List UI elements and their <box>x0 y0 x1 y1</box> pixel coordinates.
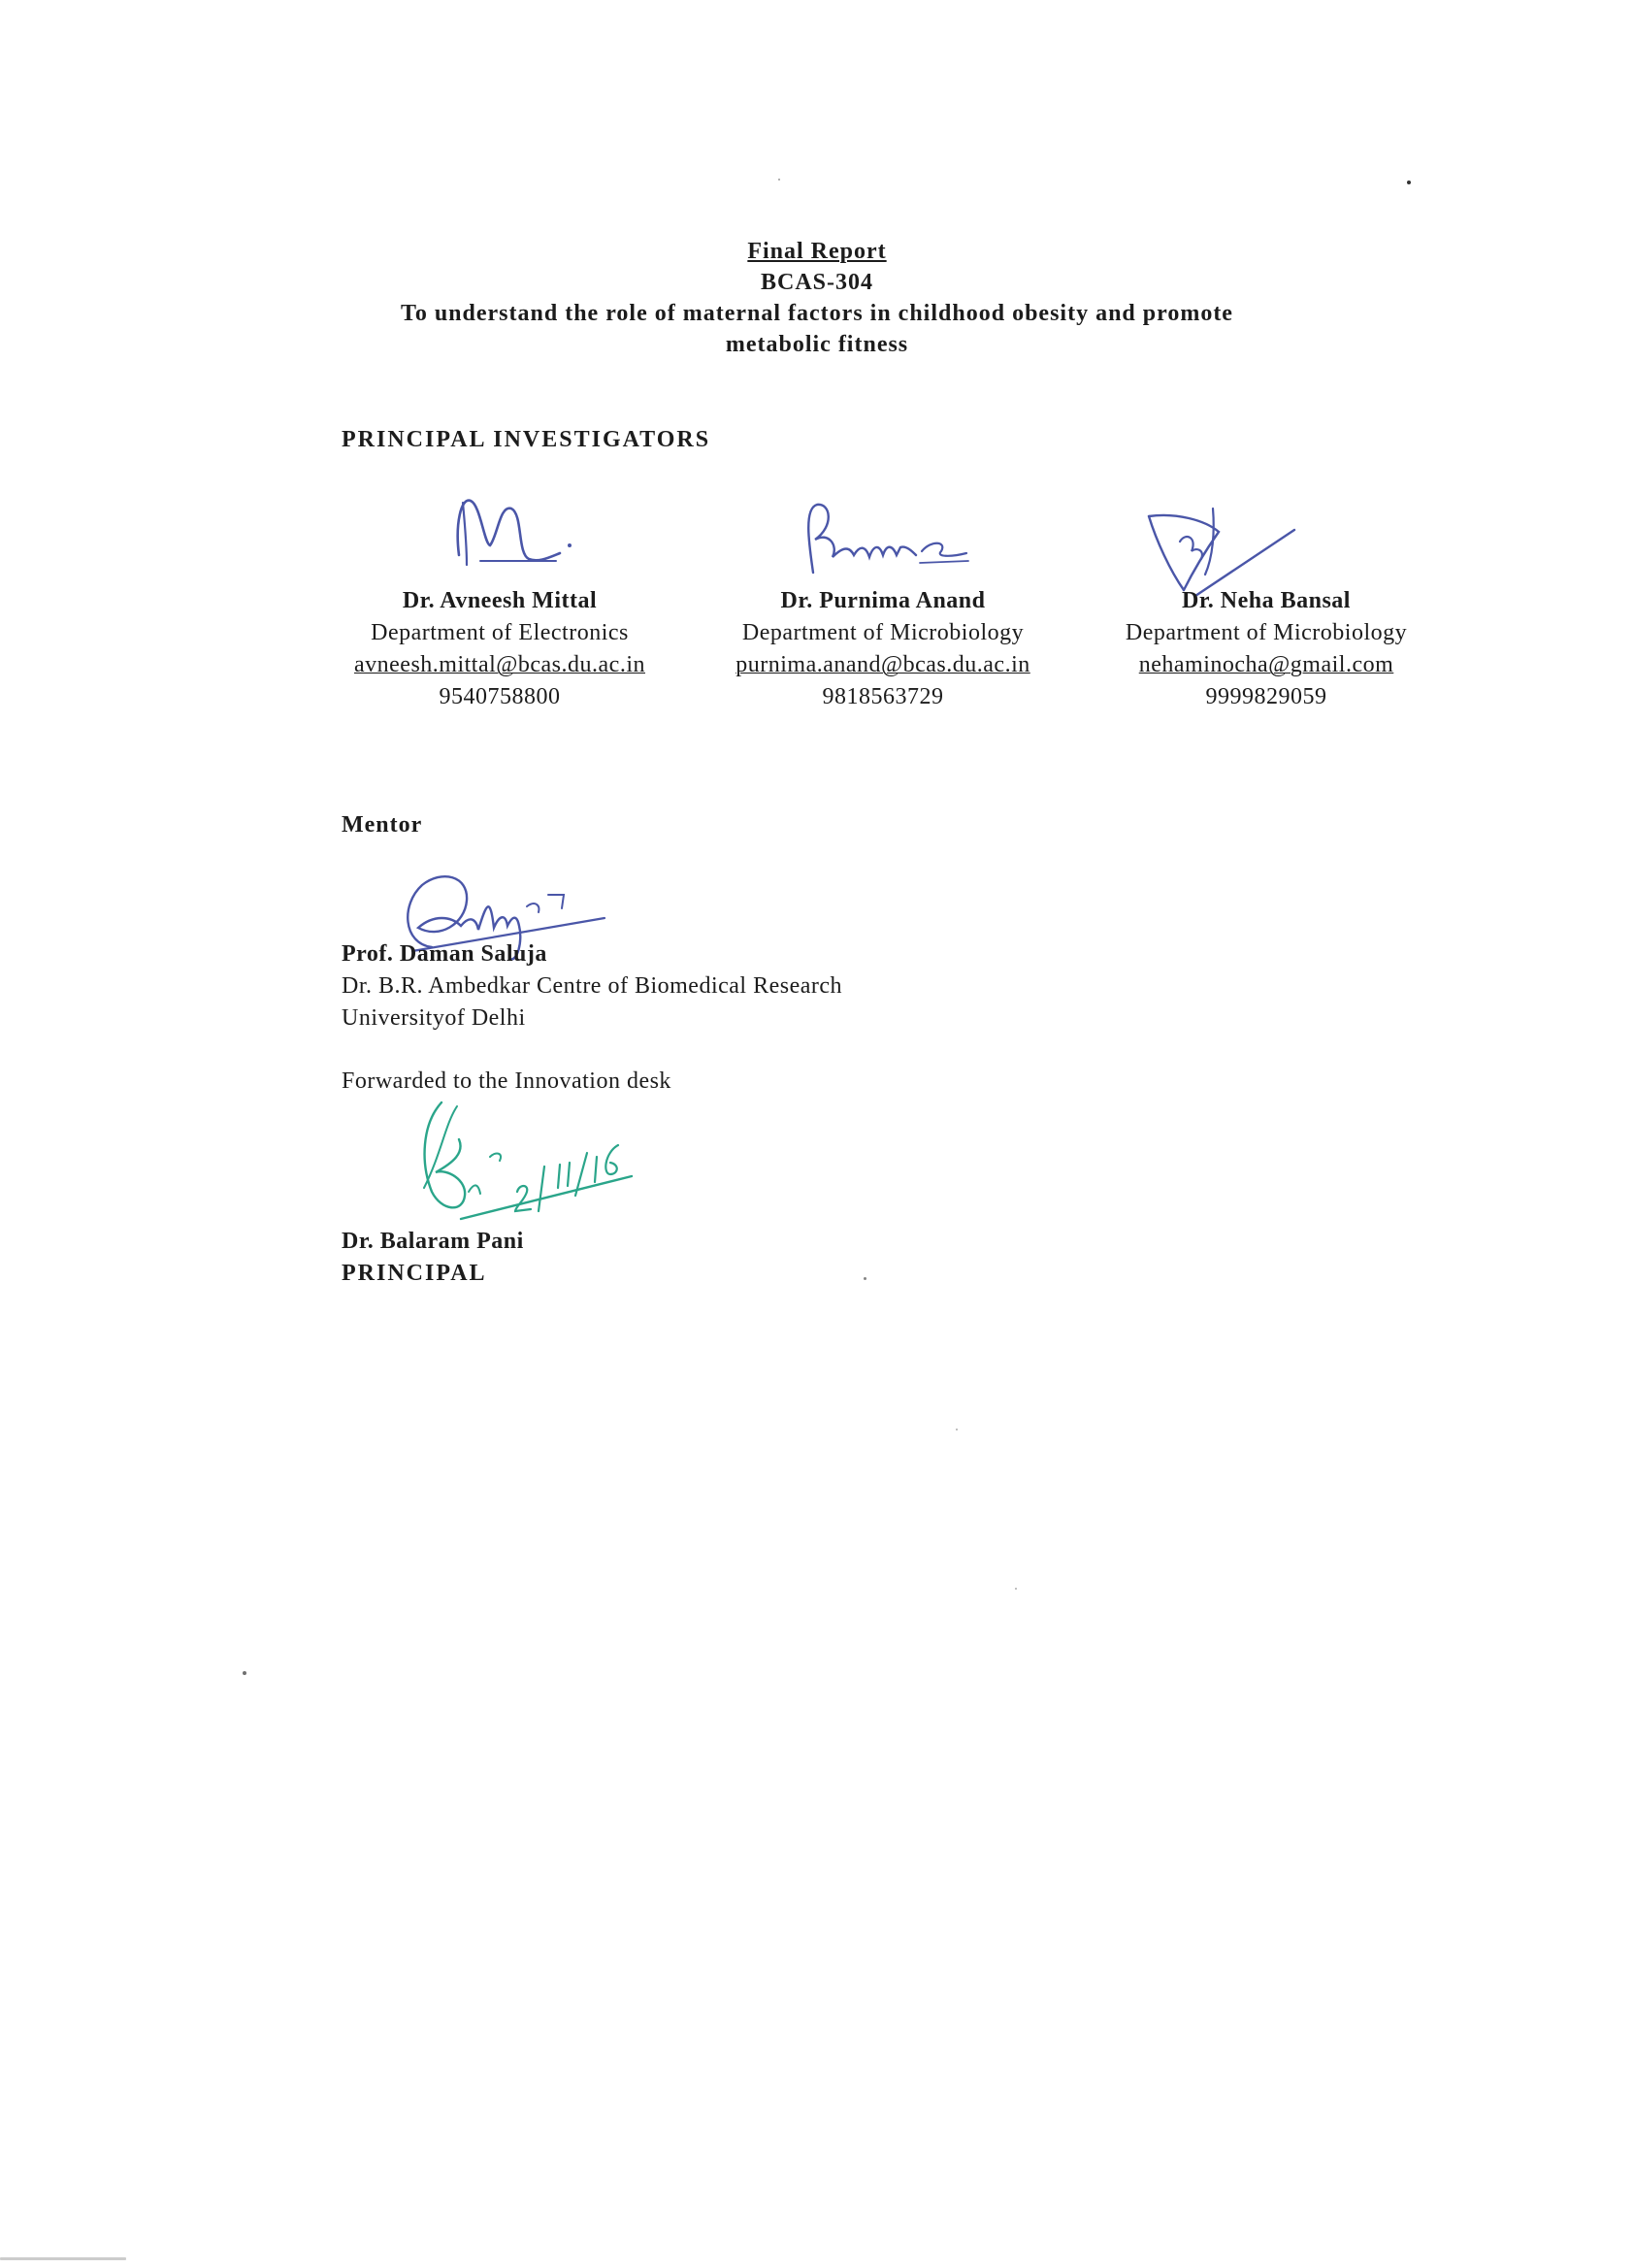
mentor-heading: Mentor <box>342 812 423 838</box>
investigator-department: Department of Microbiology <box>1125 620 1408 645</box>
scan-speck <box>956 1429 958 1430</box>
forwarded-note: Forwarded to the Innovation desk <box>342 1068 671 1094</box>
report-code: BCAS-304 <box>760 270 873 295</box>
report-title-line-1: To understand the role of maternal factors in childhood obesity and promote <box>401 301 1233 326</box>
signature-balaram-pani <box>403 1095 655 1231</box>
investigator-email[interactable]: purnima.anand@bcas.du.ac.in <box>735 652 1030 677</box>
mentor-university: Universityof Delhi <box>342 1005 526 1031</box>
scan-speck <box>864 1277 866 1280</box>
report-type: Final Report <box>747 239 887 264</box>
investigator-name: Dr. Neha Bansal <box>1182 588 1351 613</box>
principal-investigators-heading: PRINCIPAL INVESTIGATORS <box>342 427 711 452</box>
investigator-department: Department of Microbiology <box>741 620 1025 645</box>
investigator-card <box>699 585 1067 713</box>
scan-speck <box>1015 1588 1017 1590</box>
report-header <box>0 236 1634 360</box>
mentor-affiliation: Dr. B.R. Ambedkar Centre of Biomedical Research <box>342 973 843 999</box>
investigator-card <box>320 585 679 713</box>
mentor-name: Prof. Daman Saluja <box>342 941 547 967</box>
investigator-phone: 9818563729 <box>822 684 944 709</box>
investigator-name: Dr. Avneesh Mittal <box>402 588 598 613</box>
scan-edge-mark <box>0 2257 126 2260</box>
investigator-department: Department of Electronics <box>371 620 629 645</box>
investigator-name: Dr. Purnima Anand <box>780 588 986 613</box>
signature-purnima-anand <box>796 497 980 579</box>
investigator-phone: 9540758800 <box>439 684 561 709</box>
investigator-card <box>1082 585 1451 713</box>
principal-title: PRINCIPAL <box>342 1261 487 1286</box>
principal-block <box>342 1226 524 1290</box>
report-title-line-2: metabolic fitness <box>725 332 909 357</box>
mentor-block <box>342 938 842 1035</box>
investigator-email[interactable]: avneesh.mittal@bcas.du.ac.in <box>353 652 645 677</box>
scan-speck <box>243 1671 246 1675</box>
scan-speck <box>1407 181 1411 184</box>
investigator-email[interactable]: nehaminocha@gmail.com <box>1138 652 1394 677</box>
signature-avneesh-mittal <box>441 485 577 582</box>
investigator-phone: 9999829059 <box>1205 684 1327 709</box>
scan-speck <box>778 179 780 181</box>
principal-name: Dr. Balaram Pani <box>342 1229 524 1254</box>
